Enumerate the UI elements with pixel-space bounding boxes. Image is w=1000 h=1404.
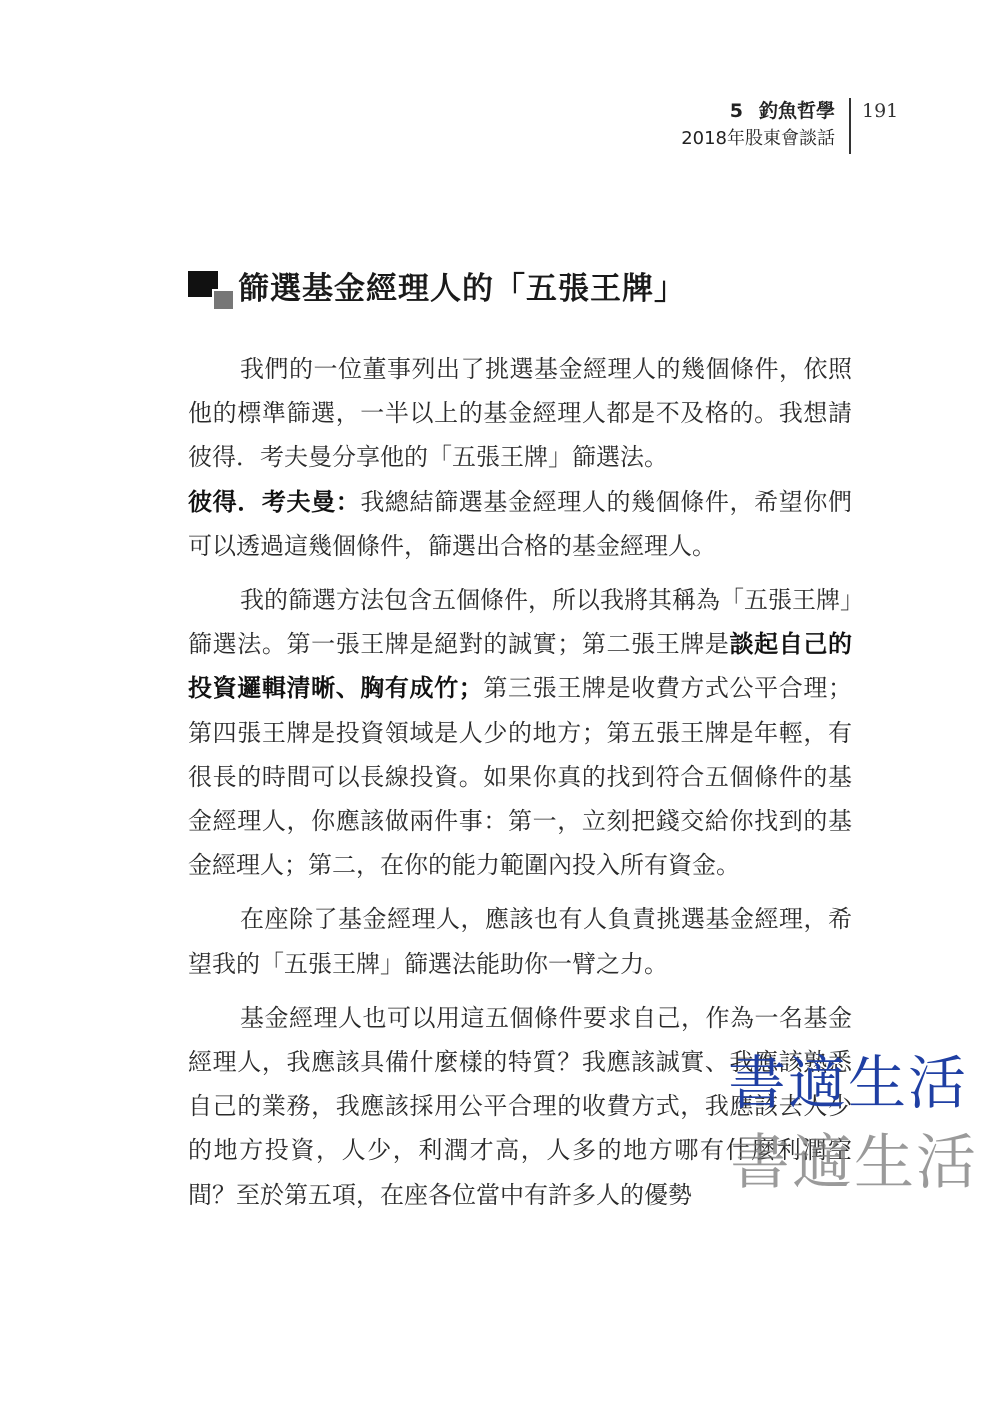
page-number: 191 [862,100,899,122]
chapter-label [730,98,835,124]
speaker-name: 彼得．考夫曼： [188,486,361,516]
paragraph-4: 在座除了基金經理人，應該也有人負責挑選基金經理，希望我的「五張王牌」篩選法能助你一臂之力。 [188,905,852,978]
watermark-primary: 書適生活 [728,1049,969,1117]
paragraph-3-part-b: 第三張王牌是收費方式公平合理；第四張王牌是投資領域是人少的地方；第五張王牌是年輕，有很長的時間可以長線投資。如果你真的找到符合五個條件的基金經理人，你應該做兩件事：第一，立刻把錢交給你找到的基金經理人；第二，在你的能力範圍內投入所有資金。 [188,674,853,880]
paragraph-1: 我們的一位董事列出了挑選基金經理人的幾個條件，依照他的標準篩選，一半以上的基金經理人都是不及格的。我想請彼得．考夫曼分享他的「五張王牌」篩選法。 [188,355,852,472]
chapter-subtitle: 2018年股東會談話 [681,128,835,149]
paragraph-3-bold: 談起自己的投資邏輯清晰、胸有成竹； [188,629,853,703]
paragraph-2-text: 我總結篩選基金經理人的幾個條件，希望你們可以透過這幾個條件，篩選出合格的基金經理人。 [188,487,853,560]
heading-squares-icon [188,271,232,311]
header-divider [849,98,851,154]
paragraph-5: 基金經理人也可以用這五個條件要求自己，作為一名基金經理人，我應該具備什麼樣的特質？我應該誠實、我應該熟悉自己的業務，我應該採用公平合理的收費方式，我應該去人少的地方投資，人少，利潤才高，人多的地方哪有什麼利潤空間？至於第五項，在座各位當中有許多人的優勢 [188,1003,852,1209]
watermark-secondary: 書適生活 [730,1128,978,1198]
paragraph-3-part-a: 我的篩選方法包含五個條件，所以我將其稱為「五張王牌」篩選法。第一張王牌是絕對的誠實；第二張王牌是 [188,586,852,659]
paragraph-2 [188,480,852,568]
section-heading-text: 篩選基金經理人的「五張王牌」 [238,271,686,307]
paragraph-3 [188,578,852,887]
running-header [0,98,1000,158]
chapter-number: 5 [729,100,743,122]
chapter-title: 釣魚哲學 [758,100,835,122]
